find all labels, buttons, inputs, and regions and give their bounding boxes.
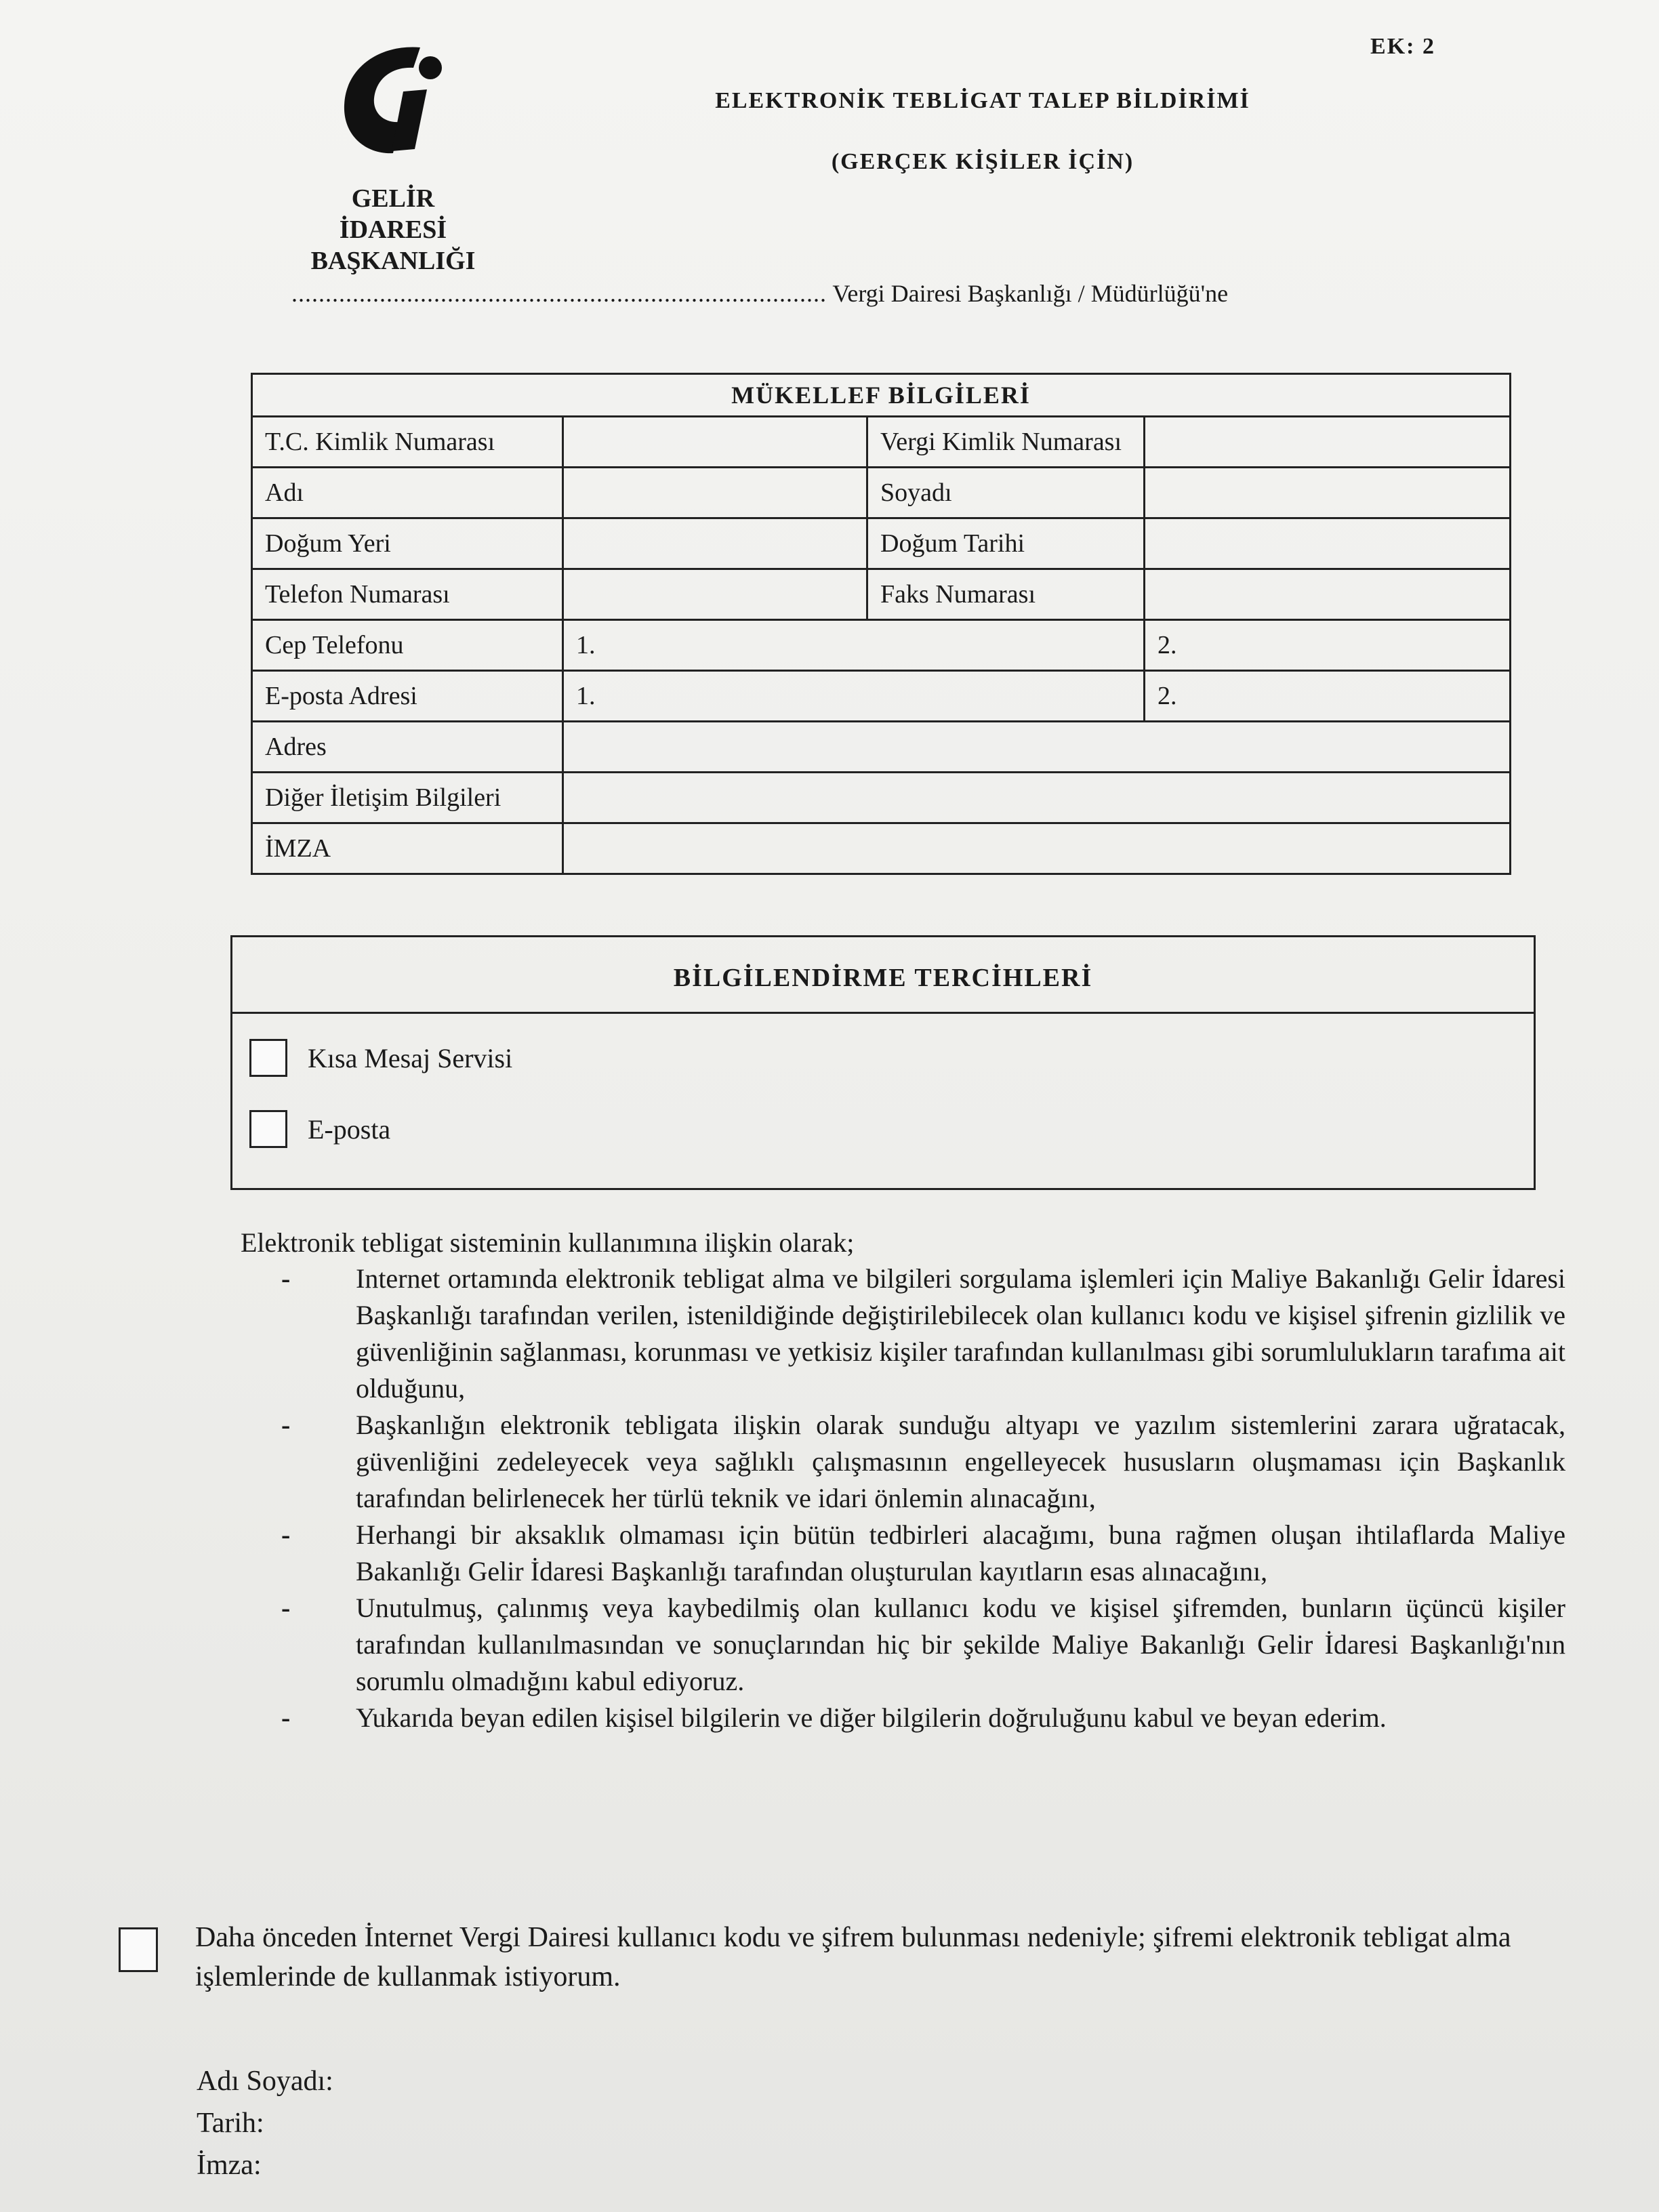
signature-block	[197, 2060, 333, 2186]
notification-preferences	[230, 935, 1536, 1190]
address-label: Adres	[252, 722, 563, 773]
declaration-text: Yukarıda beyan edilen kişisel bilgilerin ve diğer bilgilerin doğruluğunu kabul ve beyan ederim.	[356, 1702, 1387, 1733]
surname-field[interactable]	[1145, 468, 1511, 518]
name-label: Adı	[252, 468, 563, 518]
declaration-text: Unutulmuş, çalınmış veya kaybedilmiş olan kullanıcı kodu ve kişisel şifremden, bunların üçüncü kişiler tarafından kullanılmasından ve sonuçlarından hiç bir şekilde Maliye Bakanlığı Gelir İdaresi Başkanlığı'nın sorumlu olmadığını kabul ediyoruz.	[356, 1593, 1565, 1696]
email-field-2[interactable]: 2.	[1145, 671, 1511, 722]
sms-checkbox[interactable]	[249, 1039, 287, 1077]
existing-password-checkbox[interactable]	[119, 1927, 158, 1972]
email-label: E-posta Adresi	[252, 671, 563, 722]
gib-logo-icon	[339, 41, 447, 156]
birthdate-field[interactable]	[1145, 518, 1511, 569]
birthplace-label: Doğum Yeri	[252, 518, 563, 569]
tax-office-blank[interactable]: ...............................................................................	[291, 280, 827, 307]
taxpayer-info-table	[251, 373, 1511, 875]
vkn-label: Vergi Kimlik Numarası	[867, 417, 1145, 468]
tax-office-suffix: Vergi Dairesi Başkanlığı / Müdürlüğü'ne	[832, 280, 1229, 307]
surname-label: Soyadı	[867, 468, 1145, 518]
sign-date-label[interactable]: Tarih:	[197, 2108, 264, 2139]
fax-label: Faks Numarası	[867, 569, 1145, 620]
email-option[interactable]	[249, 1110, 390, 1148]
fax-field[interactable]	[1145, 569, 1511, 620]
tax-office-line	[291, 279, 1228, 308]
tc-label: T.C. Kimlik Numarası	[252, 417, 563, 468]
email-option-label: E-posta	[308, 1113, 391, 1145]
form-subtitle: (GERÇEK KİŞİLER İÇİN)	[831, 149, 1134, 174]
tc-field[interactable]	[563, 417, 867, 468]
declaration-item	[264, 1517, 1565, 1590]
sms-label: Kısa Mesaj Servisi	[308, 1042, 513, 1073]
list-dash: -	[281, 1410, 291, 1440]
declaration-item	[264, 1590, 1565, 1700]
email-checkbox[interactable]	[249, 1110, 287, 1148]
sms-option[interactable]	[249, 1039, 512, 1077]
other-contact-field[interactable]	[563, 773, 1511, 823]
signature-label: İMZA	[252, 823, 563, 874]
email-field-1[interactable]: 1.	[563, 671, 1145, 722]
sign-name-label[interactable]: Adı Soyadı:	[197, 2066, 333, 2097]
list-dash: -	[281, 1519, 291, 1550]
org-line-2: İDARESİ	[339, 216, 447, 244]
form-code: EK: 2	[1370, 34, 1435, 59]
vkn-field[interactable]	[1145, 417, 1511, 468]
list-dash: -	[281, 1702, 291, 1733]
declaration-text: Herhangi bir aksaklık olmaması için bütün tedbirleri alacağımı, buna rağmen oluşan ihtilaflarda Maliye Bakanlığı Gelir İdaresi Başkanlığı tarafından oluşturulan kayıtların esas alınacağını,	[356, 1519, 1565, 1586]
birthdate-label: Doğum Tarihi	[867, 518, 1145, 569]
organization-name	[278, 183, 508, 276]
declaration-list	[264, 1261, 1565, 1736]
mobile-label: Cep Telefonu	[252, 620, 563, 671]
form-title: ELEKTRONİK TEBLİGAT TALEP BİLDİRİMİ	[715, 88, 1250, 113]
list-dash: -	[281, 1593, 291, 1623]
other-contact-label: Diğer İletişim Bilgileri	[252, 773, 563, 823]
org-line-3: BAŞKANLIĞI	[310, 247, 476, 275]
sign-signature-label[interactable]: İmza:	[197, 2150, 262, 2181]
declaration-text: Başkanlığın elektronik tebligata ilişkin olarak sunduğu altyapı ve yazılım sistemlerini zarara uğratacak, güvenliğini zedeleyecek veya sağlıklı çalışmasının engelleyecek hususların oluşmaması için Başkanlık tarafından belirlenecek her türlü teknik ve idari önlemin alınacağını,	[356, 1410, 1565, 1513]
declaration-intro: Elektronik tebligat sisteminin kullanımına ilişkin olarak;	[241, 1227, 855, 1258]
address-field[interactable]	[563, 722, 1511, 773]
declaration-text: Internet ortamında elektronik tebligat alma ve bilgileri sorgulama işlemleri için Maliye Bakanlığı Gelir İdaresi Başkanlığı tarafından verilen, istenildiğinde değiştirilebilecek olan kullanıcı kodu ve kişisel şifrenin gizlilik ve güvenliğinin sağlanması, korunması ve yetkisiz kişiler tarafından kullanılması gibi sorumlulukların tarafıma ait olduğunu,	[356, 1263, 1565, 1404]
existing-password-option[interactable]	[119, 1918, 1582, 1996]
phone-field[interactable]	[563, 569, 867, 620]
list-dash: -	[281, 1263, 291, 1294]
mobile-field-1[interactable]: 1.	[563, 620, 1145, 671]
declaration-item	[264, 1261, 1565, 1407]
org-line-1: GELİR	[351, 184, 435, 213]
signature-field[interactable]	[563, 823, 1511, 874]
phone-label: Telefon Numarası	[252, 569, 563, 620]
mobile-field-2[interactable]: 2.	[1145, 620, 1511, 671]
preferences-heading: BİLGİLENDİRME TERCİHLERİ	[232, 937, 1534, 1014]
birthplace-field[interactable]	[563, 518, 867, 569]
taxpayer-heading: MÜKELLEF BİLGİLERİ	[252, 374, 1511, 417]
name-field[interactable]	[563, 468, 867, 518]
declaration-item	[264, 1407, 1565, 1517]
existing-password-text: Daha önceden İnternet Vergi Dairesi kullanıcı kodu ve şifrem bulunması nedeniyle; şifremi elektronik tebligat alma işlemlerinde de kullanmak istiyorum.	[195, 1922, 1511, 1992]
declaration-item	[264, 1700, 1565, 1736]
